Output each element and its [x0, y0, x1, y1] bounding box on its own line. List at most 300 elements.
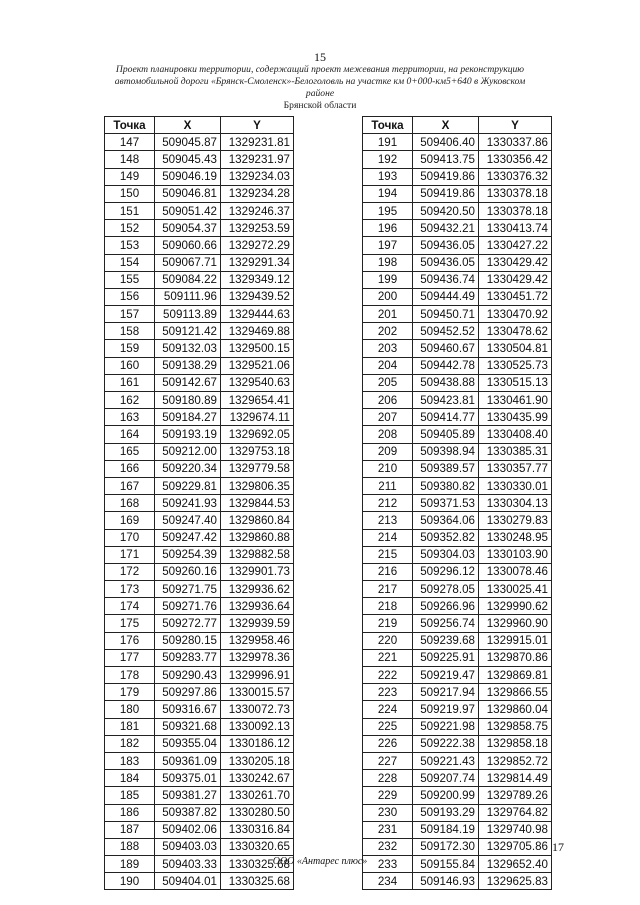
- table-body-left: [105, 134, 294, 890]
- cell-x: 509067.71: [155, 254, 221, 271]
- table-row: [105, 804, 294, 821]
- table-row: [105, 185, 294, 202]
- cell-point: 197: [363, 237, 413, 254]
- cell-point: 199: [363, 271, 413, 288]
- cell-x: 509217.94: [413, 684, 479, 701]
- cell-x: 509371.53: [413, 495, 479, 512]
- cell-y: 1330385.31: [479, 443, 552, 460]
- cell-x: 509432.21: [413, 220, 479, 237]
- cell-point: 232: [363, 838, 413, 855]
- cell-x: 509283.77: [155, 649, 221, 666]
- column-header-point: Точка: [105, 117, 155, 134]
- cell-y: 1329869.81: [479, 667, 552, 684]
- table-row: [363, 529, 552, 546]
- cell-y: 1330015.57: [221, 684, 294, 701]
- table-row: [363, 340, 552, 357]
- cell-x: 509221.43: [413, 752, 479, 769]
- cell-x: 509380.82: [413, 477, 479, 494]
- cell-x: 509247.42: [155, 529, 221, 546]
- cell-x: 509406.40: [413, 134, 479, 151]
- cell-point: 206: [363, 392, 413, 409]
- cell-x: 509247.40: [155, 512, 221, 529]
- cell-y: 1329870.86: [479, 649, 552, 666]
- cell-point: 190: [105, 873, 155, 890]
- table-row: [363, 460, 552, 477]
- cell-y: 1329272.29: [221, 237, 294, 254]
- cell-x: 509316.67: [155, 701, 221, 718]
- cell-point: 172: [105, 563, 155, 580]
- table-row: [105, 151, 294, 168]
- cell-point: 194: [363, 185, 413, 202]
- cell-x: 509450.71: [413, 306, 479, 323]
- table-row: [363, 632, 552, 649]
- cell-x: 509084.22: [155, 271, 221, 288]
- cell-y: 1329978.36: [221, 649, 294, 666]
- table-row: [363, 237, 552, 254]
- cell-x: 509278.05: [413, 581, 479, 598]
- table-row: [105, 306, 294, 323]
- table-row: [105, 546, 294, 563]
- cell-point: 148: [105, 151, 155, 168]
- table-row: [363, 804, 552, 821]
- cell-y: 1330186.12: [221, 735, 294, 752]
- cell-y: 1329960.90: [479, 615, 552, 632]
- cell-y: 1329625.83: [479, 873, 552, 890]
- cell-point: 208: [363, 426, 413, 443]
- cell-x: 509352.82: [413, 529, 479, 546]
- cell-x: 509272.77: [155, 615, 221, 632]
- cell-x: 509212.00: [155, 443, 221, 460]
- table-row: [363, 220, 552, 237]
- cell-x: 509200.99: [413, 787, 479, 804]
- cell-x: 509414.77: [413, 409, 479, 426]
- cell-point: 152: [105, 220, 155, 237]
- table-row: [363, 323, 552, 340]
- table-row: [105, 340, 294, 357]
- cell-x: 509193.29: [413, 804, 479, 821]
- cell-point: 202: [363, 323, 413, 340]
- cell-point: 164: [105, 426, 155, 443]
- cell-y: 1329500.15: [221, 340, 294, 357]
- cell-x: 509419.86: [413, 168, 479, 185]
- table-row: [363, 701, 552, 718]
- cell-x: 509113.89: [155, 306, 221, 323]
- table-row: [105, 495, 294, 512]
- cell-x: 509138.29: [155, 357, 221, 374]
- cell-y: 1330376.32: [479, 168, 552, 185]
- table-row: [363, 477, 552, 494]
- table-row: [105, 735, 294, 752]
- cell-point: 214: [363, 529, 413, 546]
- cell-point: 217: [363, 581, 413, 598]
- table-row: [363, 392, 552, 409]
- table-row: [105, 667, 294, 684]
- cell-y: 1329469.88: [221, 323, 294, 340]
- cell-point: 227: [363, 752, 413, 769]
- cell-x: 509260.16: [155, 563, 221, 580]
- table-row: [363, 134, 552, 151]
- table-row: [105, 443, 294, 460]
- table-row: [105, 323, 294, 340]
- cell-y: 1330429.42: [479, 254, 552, 271]
- cell-y: 1330242.67: [221, 770, 294, 787]
- cell-point: 185: [105, 787, 155, 804]
- cell-point: 174: [105, 598, 155, 615]
- table-row: [363, 563, 552, 580]
- cell-x: 509193.19: [155, 426, 221, 443]
- cell-y: 1330357.77: [479, 460, 552, 477]
- table-row: [105, 838, 294, 855]
- header-line-2: автомобильной дороги «Брянск-Смоленск»-Белоголовль на участке км 0+000-км5+640 в Жуковском районе: [114, 76, 526, 99]
- cell-y: 1330451.72: [479, 288, 552, 305]
- table-row: [363, 512, 552, 529]
- table-row: [363, 495, 552, 512]
- cell-y: 1329231.97: [221, 151, 294, 168]
- cell-x: 509375.01: [155, 770, 221, 787]
- table-row: [105, 477, 294, 494]
- cell-x: 509229.81: [155, 477, 221, 494]
- cell-point: 166: [105, 460, 155, 477]
- cell-x: 509436.05: [413, 237, 479, 254]
- document-header: [100, 64, 540, 112]
- cell-y: 1330103.90: [479, 546, 552, 563]
- cell-point: 209: [363, 443, 413, 460]
- cell-y: 1330408.40: [479, 426, 552, 443]
- cell-point: 228: [363, 770, 413, 787]
- cell-point: 189: [105, 856, 155, 873]
- cell-y: 1330248.95: [479, 529, 552, 546]
- table-row: [105, 649, 294, 666]
- cell-point: 218: [363, 598, 413, 615]
- cell-y: 1329253.59: [221, 220, 294, 237]
- cell-point: 160: [105, 357, 155, 374]
- cell-x: 509046.19: [155, 168, 221, 185]
- cell-x: 509046.81: [155, 185, 221, 202]
- cell-point: 220: [363, 632, 413, 649]
- cell-point: 176: [105, 632, 155, 649]
- cell-point: 204: [363, 357, 413, 374]
- cell-point: 150: [105, 185, 155, 202]
- cell-y: 1330330.01: [479, 477, 552, 494]
- cell-x: 509436.05: [413, 254, 479, 271]
- cell-point: 222: [363, 667, 413, 684]
- table-row: [363, 684, 552, 701]
- cell-y: 1329753.18: [221, 443, 294, 460]
- cell-y: 1330378.18: [479, 202, 552, 219]
- cell-x: 509132.03: [155, 340, 221, 357]
- cell-point: 153: [105, 237, 155, 254]
- cell-y: 1329882.58: [221, 546, 294, 563]
- table-row: [105, 254, 294, 271]
- table-row: [363, 168, 552, 185]
- cell-x: 509142.67: [155, 374, 221, 391]
- header-line-1: Проект планировки территории, содержащий проект межевания территории, на реконструкцию: [115, 64, 525, 75]
- cell-point: 173: [105, 581, 155, 598]
- cell-y: 1329996.91: [221, 667, 294, 684]
- cell-x: 509398.94: [413, 443, 479, 460]
- table-row: [105, 392, 294, 409]
- cell-y: 1329852.72: [479, 752, 552, 769]
- cell-point: 188: [105, 838, 155, 855]
- table-row: [105, 357, 294, 374]
- cell-point: 168: [105, 495, 155, 512]
- cell-x: 509413.75: [413, 151, 479, 168]
- cell-y: 1330325.68: [221, 873, 294, 890]
- cell-x: 509460.67: [413, 340, 479, 357]
- cell-y: 1329936.62: [221, 581, 294, 598]
- cell-point: 213: [363, 512, 413, 529]
- table-row: [105, 718, 294, 735]
- cell-point: 223: [363, 684, 413, 701]
- cell-x: 509271.75: [155, 581, 221, 598]
- cell-point: 186: [105, 804, 155, 821]
- cell-x: 509060.66: [155, 237, 221, 254]
- table-row: [363, 306, 552, 323]
- cell-x: 509290.43: [155, 667, 221, 684]
- cell-point: 163: [105, 409, 155, 426]
- table-row: [363, 202, 552, 219]
- table-row: [363, 426, 552, 443]
- cell-y: 1329901.73: [221, 563, 294, 580]
- cell-x: 509355.04: [155, 735, 221, 752]
- cell-y: 1330504.81: [479, 340, 552, 357]
- cell-point: 149: [105, 168, 155, 185]
- cell-point: 192: [363, 151, 413, 168]
- cell-y: 1329866.55: [479, 684, 552, 701]
- cell-point: 200: [363, 288, 413, 305]
- cell-y: 1329958.46: [221, 632, 294, 649]
- table-row: [105, 873, 294, 890]
- cell-x: 509256.74: [413, 615, 479, 632]
- cell-y: 1330316.84: [221, 821, 294, 838]
- cell-point: 191: [363, 134, 413, 151]
- cell-y: 1329860.88: [221, 529, 294, 546]
- table-row: [105, 374, 294, 391]
- cell-x: 509403.33: [155, 856, 221, 873]
- table-row: [363, 615, 552, 632]
- cell-point: 165: [105, 443, 155, 460]
- cell-x: 509387.82: [155, 804, 221, 821]
- cell-x: 509419.86: [413, 185, 479, 202]
- cell-point: 178: [105, 667, 155, 684]
- column-header-x: X: [155, 117, 221, 134]
- header-line-3: Брянской области: [283, 100, 357, 111]
- table-row: [363, 288, 552, 305]
- cell-x: 509438.88: [413, 374, 479, 391]
- table-row: [363, 770, 552, 787]
- cell-point: 201: [363, 306, 413, 323]
- table-row: [363, 598, 552, 615]
- cell-y: 1330304.13: [479, 495, 552, 512]
- table-row: [105, 563, 294, 580]
- cell-point: 154: [105, 254, 155, 271]
- cell-point: 151: [105, 202, 155, 219]
- cell-point: 224: [363, 701, 413, 718]
- cell-x: 509254.39: [155, 546, 221, 563]
- cell-y: 1329990.62: [479, 598, 552, 615]
- footer-company: ООО «Антарес плюс»: [272, 856, 368, 867]
- table-row: [363, 374, 552, 391]
- cell-point: 184: [105, 770, 155, 787]
- cell-y: 1329858.18: [479, 735, 552, 752]
- table-row: [105, 134, 294, 151]
- cell-x: 509221.98: [413, 718, 479, 735]
- table-row: [363, 546, 552, 563]
- coordinates-table-right: [362, 116, 552, 890]
- cell-y: 1330279.83: [479, 512, 552, 529]
- cell-y: 1330320.65: [221, 838, 294, 855]
- table-row: [363, 271, 552, 288]
- cell-x: 509051.42: [155, 202, 221, 219]
- cell-point: 171: [105, 546, 155, 563]
- cell-point: 193: [363, 168, 413, 185]
- table-row: [363, 151, 552, 168]
- cell-y: 1329246.37: [221, 202, 294, 219]
- cell-x: 509219.97: [413, 701, 479, 718]
- table-row: [363, 718, 552, 735]
- table-row: [363, 752, 552, 769]
- cell-x: 509321.68: [155, 718, 221, 735]
- cell-x: 509436.74: [413, 271, 479, 288]
- cell-x: 509121.42: [155, 323, 221, 340]
- cell-y: 1330337.86: [479, 134, 552, 151]
- cell-point: 211: [363, 477, 413, 494]
- cell-y: 1330478.62: [479, 323, 552, 340]
- cell-x: 509054.37: [155, 220, 221, 237]
- cell-point: 183: [105, 752, 155, 769]
- cell-x: 509361.09: [155, 752, 221, 769]
- table-row: [105, 632, 294, 649]
- cell-y: 1329291.34: [221, 254, 294, 271]
- cell-x: 509304.03: [413, 546, 479, 563]
- cell-x: 509146.93: [413, 873, 479, 890]
- cell-y: 1329234.03: [221, 168, 294, 185]
- cell-x: 509389.57: [413, 460, 479, 477]
- cell-y: 1330515.13: [479, 374, 552, 391]
- table-row: [363, 254, 552, 271]
- cell-point: 210: [363, 460, 413, 477]
- cell-x: 509405.89: [413, 426, 479, 443]
- table-row: [105, 581, 294, 598]
- cell-point: 169: [105, 512, 155, 529]
- cell-point: 162: [105, 392, 155, 409]
- cell-x: 509045.87: [155, 134, 221, 151]
- table-header-row: [105, 117, 294, 134]
- table-row: [105, 220, 294, 237]
- cell-y: 1329444.63: [221, 306, 294, 323]
- cell-y: 1329858.75: [479, 718, 552, 735]
- cell-point: 175: [105, 615, 155, 632]
- cell-y: 1329860.04: [479, 701, 552, 718]
- cell-point: 203: [363, 340, 413, 357]
- cell-point: 233: [363, 856, 413, 873]
- table-row: [363, 735, 552, 752]
- cell-point: 181: [105, 718, 155, 735]
- page-number-top: 15: [314, 50, 326, 64]
- cell-x: 509184.27: [155, 409, 221, 426]
- cell-point: 207: [363, 409, 413, 426]
- cell-point: 187: [105, 821, 155, 838]
- cell-y: 1329814.49: [479, 770, 552, 787]
- table-row: [105, 409, 294, 426]
- cell-y: 1329349.12: [221, 271, 294, 288]
- table-row: [363, 838, 552, 855]
- table-row: [105, 460, 294, 477]
- cell-point: 158: [105, 323, 155, 340]
- cell-y: 1329674.11: [221, 409, 294, 426]
- table-row: [105, 426, 294, 443]
- cell-x: 509180.89: [155, 392, 221, 409]
- cell-y: 1330025.41: [479, 581, 552, 598]
- table-row: [363, 185, 552, 202]
- cell-x: 509045.43: [155, 151, 221, 168]
- table-row: [363, 873, 552, 890]
- cell-y: 1329860.84: [221, 512, 294, 529]
- table-row: [363, 821, 552, 838]
- cell-y: 1330078.46: [479, 563, 552, 580]
- cell-y: 1329806.35: [221, 477, 294, 494]
- cell-point: 156: [105, 288, 155, 305]
- cell-y: 1329231.81: [221, 134, 294, 151]
- table-row: [363, 357, 552, 374]
- cell-point: 229: [363, 787, 413, 804]
- table-row: [105, 288, 294, 305]
- table-header-row: [363, 117, 552, 134]
- table-row: [105, 770, 294, 787]
- cell-y: 1329540.63: [221, 374, 294, 391]
- cell-point: 219: [363, 615, 413, 632]
- cell-y: 1330092.13: [221, 718, 294, 735]
- cell-point: 179: [105, 684, 155, 701]
- cell-x: 509266.96: [413, 598, 479, 615]
- cell-x: 509225.91: [413, 649, 479, 666]
- cell-x: 509297.86: [155, 684, 221, 701]
- cell-x: 509420.50: [413, 202, 479, 219]
- cell-point: 226: [363, 735, 413, 752]
- cell-point: 205: [363, 374, 413, 391]
- cell-y: 1329652.40: [479, 856, 552, 873]
- table-row: [363, 443, 552, 460]
- table-row: [105, 529, 294, 546]
- cell-y: 1330413.74: [479, 220, 552, 237]
- cell-x: 509402.06: [155, 821, 221, 838]
- cell-point: 195: [363, 202, 413, 219]
- cell-x: 509423.81: [413, 392, 479, 409]
- cell-point: 231: [363, 821, 413, 838]
- table-row: [105, 168, 294, 185]
- cell-point: 161: [105, 374, 155, 391]
- cell-point: 221: [363, 649, 413, 666]
- cell-x: 509207.74: [413, 770, 479, 787]
- cell-point: 215: [363, 546, 413, 563]
- cell-x: 509220.34: [155, 460, 221, 477]
- cell-x: 509184.19: [413, 821, 479, 838]
- cell-y: 1329779.58: [221, 460, 294, 477]
- cell-y: 1329654.41: [221, 392, 294, 409]
- cell-y: 1330378.18: [479, 185, 552, 202]
- cell-x: 509381.27: [155, 787, 221, 804]
- table-row: [363, 409, 552, 426]
- cell-x: 509452.52: [413, 323, 479, 340]
- cell-y: 1329692.05: [221, 426, 294, 443]
- table-row: [105, 701, 294, 718]
- table-row: [105, 787, 294, 804]
- cell-y: 1330072.73: [221, 701, 294, 718]
- column-header-point: Точка: [363, 117, 413, 134]
- cell-point: 147: [105, 134, 155, 151]
- table-row: [105, 271, 294, 288]
- cell-y: 1330525.73: [479, 357, 552, 374]
